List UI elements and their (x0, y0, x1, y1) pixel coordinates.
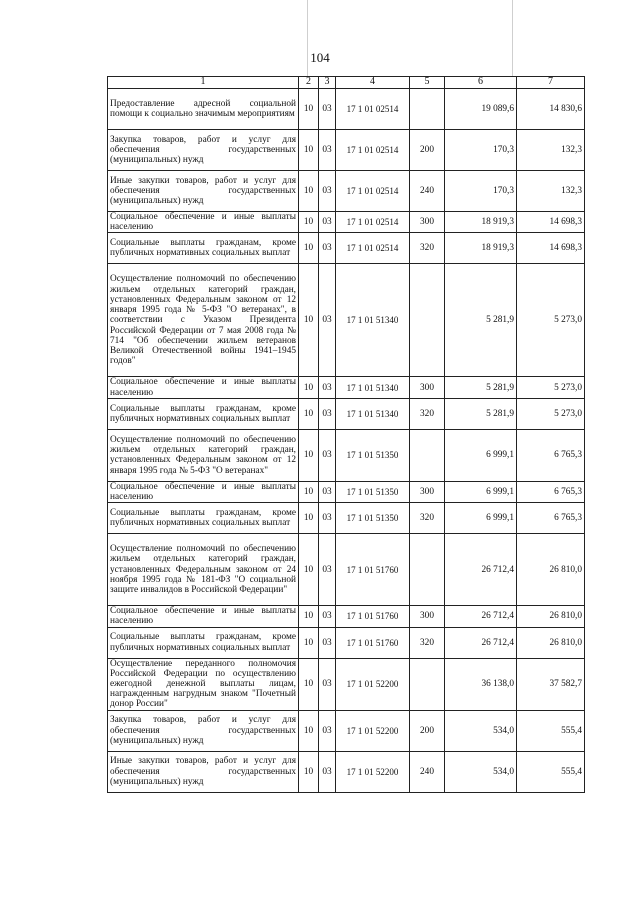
item-name: Осуществление полномочий по обеспечению жильем отдельных категорий граждан, установленных Федеральным законом от 12 января 1995 года № 5-ФЗ "О ветеранах", в соответствии с Указом Президента Российской Федерации от 7 мая 2008 года № 714 "Об обеспечении жильем ветеранов Великой Отечественной войны 1941–1945 годов" (108, 264, 299, 377)
expense-type-code: 320 (410, 627, 445, 658)
subsection-code: 03 (319, 264, 336, 377)
target-code: 17 1 01 52200 (336, 710, 410, 751)
budget-table (107, 76, 585, 793)
expense-type-code (410, 658, 445, 710)
target-code: 17 1 01 51340 (336, 377, 410, 398)
amount-col6: 6 999,1 (445, 503, 517, 534)
section-code: 10 (299, 481, 319, 502)
expense-type-code (410, 534, 445, 606)
item-name: Социальное обеспечение и иные выплаты населению (108, 377, 299, 398)
section-code: 10 (299, 503, 319, 534)
target-code: 17 1 01 52200 (336, 658, 410, 710)
amount-col7: 26 810,0 (517, 606, 585, 627)
table-row (108, 627, 585, 658)
item-name: Иные закупки товаров, работ и услуг для обеспечения государственных (муниципальных) нужд (108, 751, 299, 792)
expense-type-code: 300 (410, 481, 445, 502)
subsection-code: 03 (319, 606, 336, 627)
expense-type-code: 320 (410, 398, 445, 429)
subsection-code: 03 (319, 627, 336, 658)
subsection-code: 03 (319, 429, 336, 481)
item-name: Осуществление полномочий по обеспечению жильем отдельных категорий граждан, установленных Федеральным законом от 12 января 1995 года № 5-ФЗ "О ветеранах" (108, 429, 299, 481)
amount-col7: 26 810,0 (517, 627, 585, 658)
expense-type-code (410, 264, 445, 377)
subsection-code: 03 (319, 751, 336, 792)
amount-col6: 5 281,9 (445, 398, 517, 429)
amount-col6: 534,0 (445, 710, 517, 751)
subsection-code: 03 (319, 212, 336, 233)
section-code: 10 (299, 264, 319, 377)
target-code: 17 1 01 51340 (336, 398, 410, 429)
table-row (108, 89, 585, 130)
subsection-code: 03 (319, 377, 336, 398)
target-code: 17 1 01 02514 (336, 171, 410, 212)
amount-col7: 14 698,3 (517, 233, 585, 264)
amount-col7: 132,3 (517, 130, 585, 171)
item-name: Социальное обеспечение и иные выплаты населению (108, 606, 299, 627)
expense-type-code: 320 (410, 503, 445, 534)
amount-col7: 555,4 (517, 710, 585, 751)
column-header: 1 (108, 77, 299, 89)
amount-col7: 14 698,3 (517, 212, 585, 233)
item-name: Социальное обеспечение и иные выплаты населению (108, 212, 299, 233)
target-code: 17 1 01 51350 (336, 503, 410, 534)
expense-type-code: 320 (410, 233, 445, 264)
amount-col7: 555,4 (517, 751, 585, 792)
amount-col6: 5 281,9 (445, 377, 517, 398)
amount-col7: 132,3 (517, 171, 585, 212)
amount-col6: 170,3 (445, 130, 517, 171)
section-code: 10 (299, 534, 319, 606)
expense-type-code: 200 (410, 710, 445, 751)
target-code: 17 1 01 51760 (336, 606, 410, 627)
amount-col6: 534,0 (445, 751, 517, 792)
table-row (108, 751, 585, 792)
amount-col7: 6 765,3 (517, 503, 585, 534)
amount-col7: 14 830,6 (517, 89, 585, 130)
expense-type-code (410, 89, 445, 130)
section-code: 10 (299, 751, 319, 792)
item-name: Социальное обеспечение и иные выплаты населению (108, 481, 299, 502)
item-name: Социальные выплаты гражданам, кроме публичных нормативных социальных выплат (108, 627, 299, 658)
amount-col6: 6 999,1 (445, 481, 517, 502)
section-code: 10 (299, 606, 319, 627)
target-code: 17 1 01 02514 (336, 130, 410, 171)
table-row (108, 171, 585, 212)
table-row (108, 481, 585, 502)
expense-type-code: 300 (410, 606, 445, 627)
amount-col6: 5 281,9 (445, 264, 517, 377)
target-code: 17 1 01 02514 (336, 233, 410, 264)
section-code: 10 (299, 627, 319, 658)
amount-col6: 26 712,4 (445, 534, 517, 606)
target-code: 17 1 01 51760 (336, 534, 410, 606)
subsection-code: 03 (319, 398, 336, 429)
subsection-code: 03 (319, 89, 336, 130)
section-code: 10 (299, 398, 319, 429)
amount-col6: 170,3 (445, 171, 517, 212)
column-header: 7 (517, 77, 585, 89)
table-row (108, 710, 585, 751)
item-name: Закупка товаров, работ и услуг для обеспечения государственных (муниципальных) нужд (108, 710, 299, 751)
item-name: Осуществление переданного полномочия Российской Федерации по осуществлению ежегодной денежной выплаты лицам, награжденным нагрудным знаком "Почетный донор России" (108, 658, 299, 710)
table-row (108, 212, 585, 233)
item-name: Социальные выплаты гражданам, кроме публичных нормативных социальных выплат (108, 233, 299, 264)
amount-col7: 5 273,0 (517, 264, 585, 377)
table-row (108, 429, 585, 481)
section-code: 10 (299, 710, 319, 751)
item-name: Иные закупки товаров, работ и услуг для обеспечения государственных (муниципальных) нужд (108, 171, 299, 212)
table-row (108, 534, 585, 606)
table-row (108, 130, 585, 171)
section-code: 10 (299, 171, 319, 212)
column-header: 5 (410, 77, 445, 89)
section-code: 10 (299, 429, 319, 481)
amount-col7: 6 765,3 (517, 481, 585, 502)
table-row (108, 233, 585, 264)
target-code: 17 1 01 02514 (336, 89, 410, 130)
section-code: 10 (299, 212, 319, 233)
amount-col7: 5 273,0 (517, 377, 585, 398)
target-code: 17 1 01 51350 (336, 481, 410, 502)
expense-type-code: 200 (410, 130, 445, 171)
header-row (108, 77, 585, 89)
page-number: 104 (310, 50, 330, 65)
amount-col7: 6 765,3 (517, 429, 585, 481)
section-code: 10 (299, 233, 319, 264)
subsection-code: 03 (319, 481, 336, 502)
table-row (108, 264, 585, 377)
subsection-code: 03 (319, 503, 336, 534)
item-name: Предоставление адресной социальной помощи к социально значимым мероприятиям (108, 89, 299, 130)
table-row (108, 377, 585, 398)
target-code: 17 1 01 51350 (336, 429, 410, 481)
item-name: Социальные выплаты гражданам, кроме публичных нормативных социальных выплат (108, 503, 299, 534)
amount-col6: 6 999,1 (445, 429, 517, 481)
amount-col6: 19 089,6 (445, 89, 517, 130)
subsection-code: 03 (319, 534, 336, 606)
expense-type-code (410, 429, 445, 481)
item-name: Осуществление полномочий по обеспечению жильем отдельных категорий граждан, установленных Федеральным законом от 24 ноября 1995 года № 181-ФЗ "О социальной защите инвалидов в Российской Федерации" (108, 534, 299, 606)
section-code: 10 (299, 658, 319, 710)
subsection-code: 03 (319, 171, 336, 212)
amount-col6: 18 919,3 (445, 233, 517, 264)
target-code: 17 1 01 02514 (336, 212, 410, 233)
amount-col6: 18 919,3 (445, 212, 517, 233)
expense-type-code: 240 (410, 751, 445, 792)
table-row (108, 606, 585, 627)
item-name: Социальные выплаты гражданам, кроме публичных нормативных социальных выплат (108, 398, 299, 429)
section-code: 10 (299, 377, 319, 398)
table-row (108, 503, 585, 534)
table-row (108, 658, 585, 710)
amount-col7: 26 810,0 (517, 534, 585, 606)
amount-col6: 26 712,4 (445, 606, 517, 627)
amount-col7: 5 273,0 (517, 398, 585, 429)
section-code: 10 (299, 130, 319, 171)
amount-col6: 26 712,4 (445, 627, 517, 658)
expense-type-code: 300 (410, 377, 445, 398)
column-header: 6 (445, 77, 517, 89)
amount-col6: 36 138,0 (445, 658, 517, 710)
section-code: 10 (299, 89, 319, 130)
column-header: 4 (336, 77, 410, 89)
expense-type-code: 240 (410, 171, 445, 212)
column-header: 3 (319, 77, 336, 89)
column-header: 2 (299, 77, 319, 89)
subsection-code: 03 (319, 130, 336, 171)
item-name: Закупка товаров, работ и услуг для обеспечения государственных (муниципальных) нужд (108, 130, 299, 171)
subsection-code: 03 (319, 710, 336, 751)
subsection-code: 03 (319, 658, 336, 710)
target-code: 17 1 01 52200 (336, 751, 410, 792)
target-code: 17 1 01 51760 (336, 627, 410, 658)
subsection-code: 03 (319, 233, 336, 264)
expense-type-code: 300 (410, 212, 445, 233)
target-code: 17 1 01 51340 (336, 264, 410, 377)
table-row (108, 398, 585, 429)
amount-col7: 37 582,7 (517, 658, 585, 710)
